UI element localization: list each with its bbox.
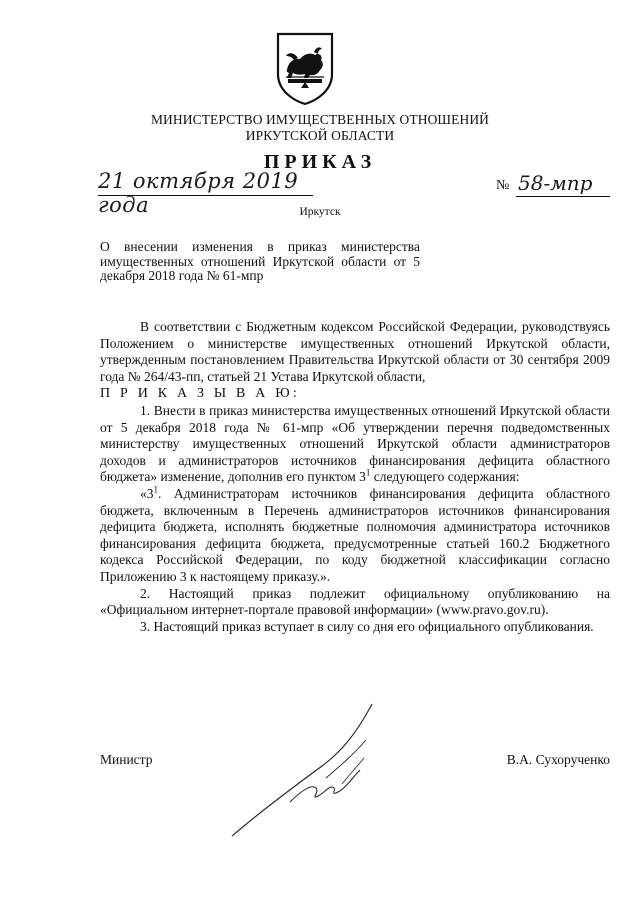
- document-subject: О внесении изменения в приказ министерства имущественных отношений Иркутской области от 5 декабря 2018 года № 61-мпр: [100, 239, 420, 283]
- handwritten-date: 21 октября 2019 года: [98, 169, 299, 217]
- number-underline: [516, 196, 610, 197]
- handwritten-signature: [230, 700, 400, 840]
- order-word: П Р И К А З Ы В А Ю:: [100, 386, 300, 402]
- ministry-name-line2: ИРКУТСКОЙ ОБЛАСТИ: [245, 128, 395, 143]
- ministry-name-line1: МИНИСТЕРСТВО ИМУЩЕСТВЕННЫХ ОТНОШЕНИЙ: [150, 112, 490, 127]
- quoted-clause-superscript: 1: [153, 484, 158, 495]
- order-heading: [100, 385, 610, 403]
- preamble-paragraph: В соответствии с Бюджетным кодексом Российской Федерации, руководствуясь Положением о министерстве имущественных отношений Иркутской области, утвержденным постановлением Правительства Иркутской области от 30 сентября 2009 года № 264/43-пп, статьей 21 Устава Иркутской области,: [100, 319, 610, 384]
- document-title: ПРИКАЗ: [263, 151, 377, 173]
- quoted-clause-open: «3: [140, 485, 154, 501]
- city-name: Иркутск: [299, 206, 341, 218]
- number-sign: №: [496, 178, 510, 193]
- item-2-paragraph: 2. Настоящий приказ подлежит официальному опубликованию на «Официальном интернет-портале правовой информации» (www.pravo.gov.ru).: [100, 585, 610, 618]
- item-3-paragraph: 3. Настоящий приказ вступает в силу со дня его официального опубликования.: [140, 618, 594, 634]
- signatory-name: В.А. Сухорученко: [506, 752, 610, 767]
- item-1-superscript: 1: [365, 467, 371, 478]
- handwritten-number: 58-мпр: [518, 171, 593, 195]
- quoted-clause-paragraph: [100, 486, 610, 586]
- item-1-text: 1. Внести в приказ министерства имущественных отношений Иркутской области от 5 декабря 2018 года № 61-мпр «Об утверждении перечня подведомственных министерству имущественных отношений Иркутской области администраторов доходов и администраторов источников финансирования дефицита областного бюджета» изменение, дополнив его пунктом 3: [100, 402, 610, 485]
- quoted-clause-text: . Администраторам источников финансирования дефицита областного бюджета, включенным в Перечень администраторов источников финансирования дефицита бюджета, исполнять бюджетные полномочия администратора источников финансирования дефицита бюджета, предусмотренные статьей 160.2 Бюджетного кодекса Российской Федерации, по коду бюджетной классификации согласно Приложению 3 к настоящему приказу.».: [100, 485, 610, 584]
- item-1-paragraph: [100, 403, 610, 486]
- signatory-position: Министр: [100, 752, 153, 767]
- document-body: [100, 319, 610, 635]
- date-underline: [98, 195, 313, 196]
- item-1-text-end: следующего содержания:: [370, 469, 520, 485]
- ministry-header: [0, 112, 640, 144]
- coat-of-arms-icon: [274, 30, 336, 106]
